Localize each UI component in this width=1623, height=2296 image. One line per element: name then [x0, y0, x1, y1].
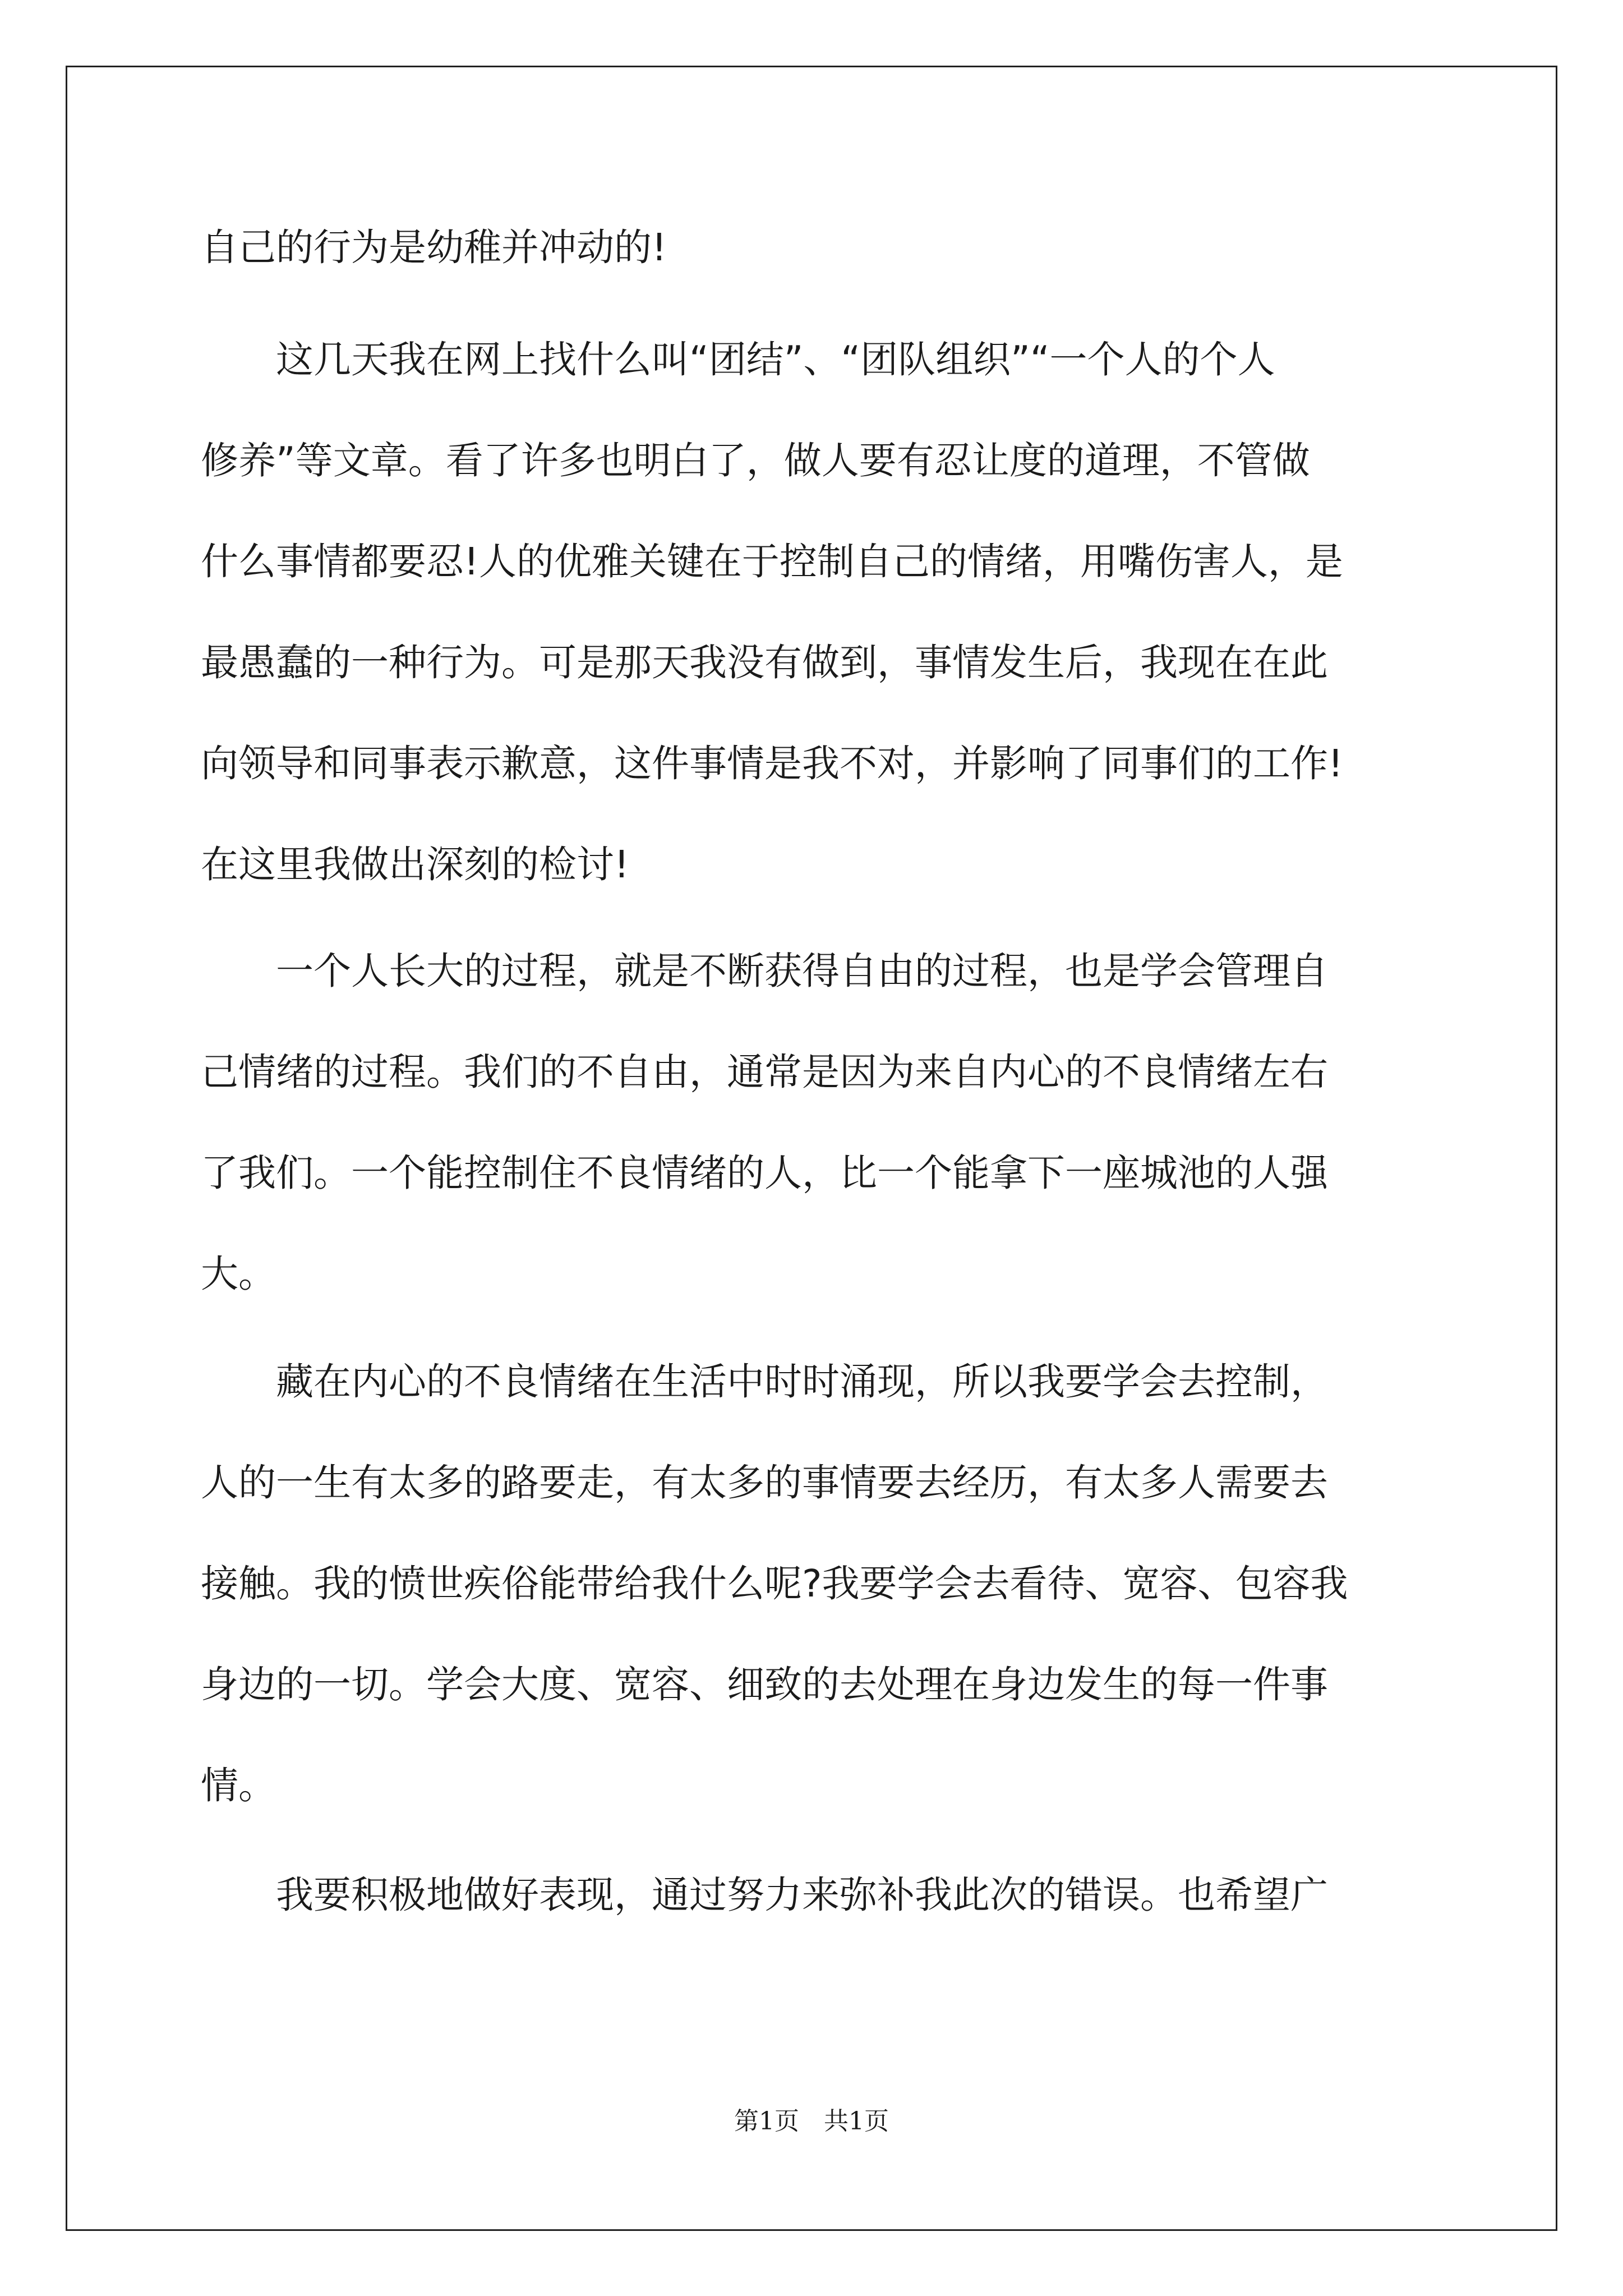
text-line: 最愚蠢的一种行为。可是那天我没有做到，事情发生后，我现在在此	[201, 641, 1328, 684]
text-line: 自己的行为是幼稚并冲动的!	[201, 226, 667, 269]
text-line: 大。	[201, 1252, 276, 1296]
page-number-footer: 第1页 共1页	[734, 2107, 889, 2136]
text-line: 了我们。一个能控制住不良情绪的人，比一个能拿下一座城池的人强	[201, 1151, 1328, 1195]
text-line: 藏在内心的不良情绪在生活中时时涌现，所以我要学会去控制，	[201, 1360, 1328, 1404]
text-line: 什么事情都要忍!人的优雅关键在于控制自己的情绪，用嘴伤害人，是	[201, 540, 1343, 583]
text-line: 一个人长大的过程，就是不断获得自由的过程，也是学会管理自	[201, 949, 1328, 993]
text-line: 我要积极地做好表现，通过努力来弥补我此次的错误。也希望广	[201, 1873, 1328, 1917]
text-line: 人的一生有太多的路要走，有太多的事情要去经历，有太多人需要去	[201, 1461, 1328, 1504]
text-line: 向领导和同事表示歉意，这件事情是我不对，并影响了同事们的工作!	[201, 742, 1343, 785]
text-line: 在这里我做出深刻的检讨!	[201, 843, 629, 886]
text-line: 修养”等文章。看了许多也明白了，做人要有忍让度的道理，不管做	[201, 439, 1310, 482]
text-line: 接触。我的愤世疾俗能带给我什么呢?我要学会去看待、宽容、包容我	[201, 1562, 1348, 1605]
text-line: 情。	[201, 1764, 276, 1807]
text-line: 身边的一切。学会大度、宽容、细致的去处理在身边发生的每一件事	[201, 1663, 1328, 1706]
text-line: 己情绪的过程。我们的不自由，通常是因为来自内心的不良情绪左右	[201, 1050, 1328, 1094]
text-line: 这几天我在网上找什么叫“团结”、“团队组织”“一个人的个人	[201, 338, 1275, 381]
